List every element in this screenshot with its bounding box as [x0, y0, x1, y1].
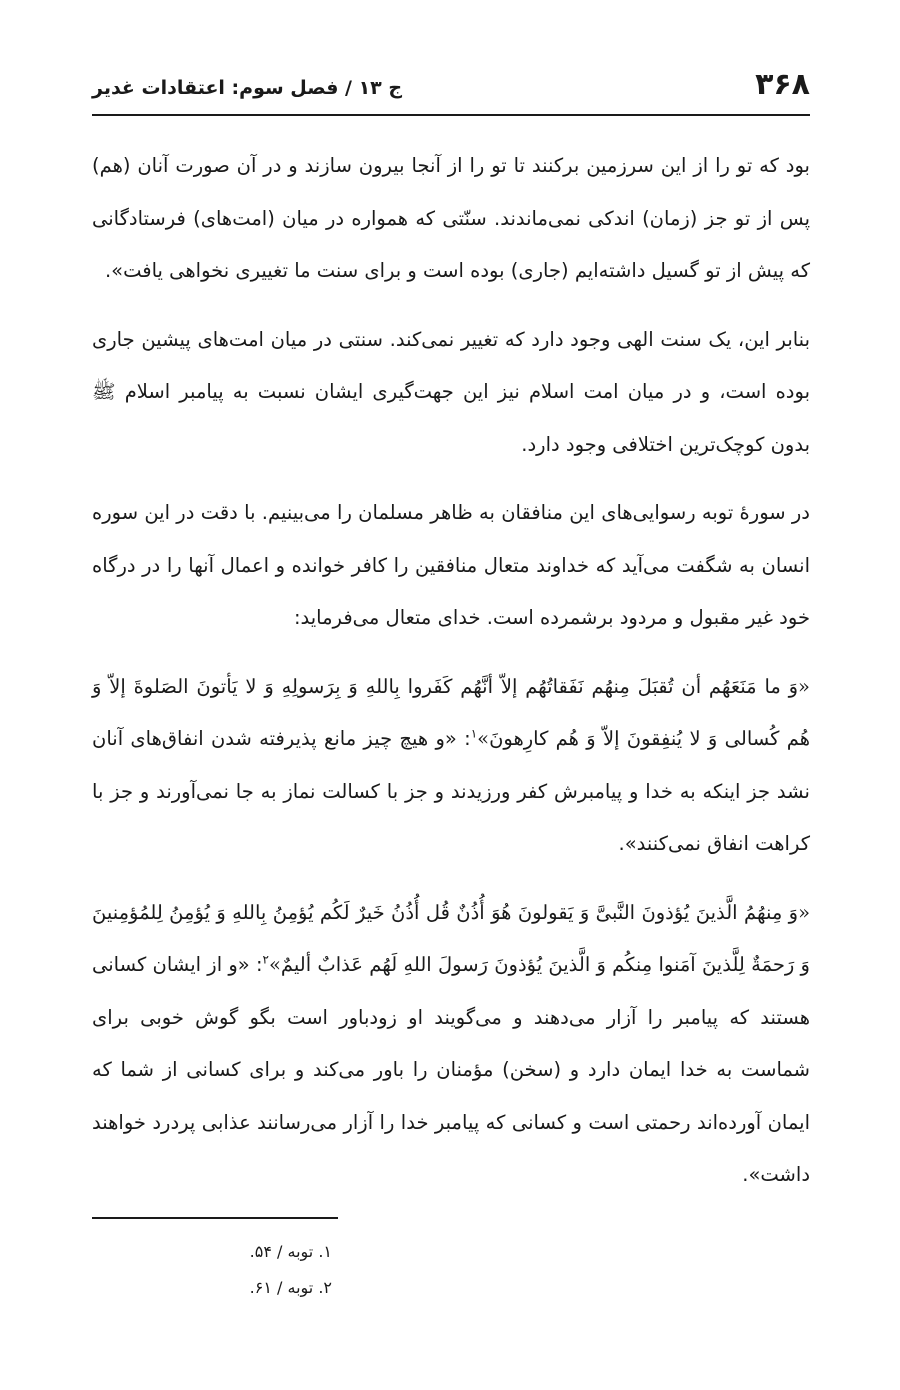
verse-translation-1: : «و هیچ چیز مانع پذیرفته شدن انفاق‌های آنان نشد جز اینکه به خدا و پیامبرش کفر ورزیدند و جز با کسالت نماز به جا نمی‌آورند و جز با کراهت انفاق نمی‌کنند». [92, 727, 810, 855]
quran-verse-2: «وَ مِنهُمُ الَّذینَ یُؤذونَ النَّبیَّ وَ یَقولونَ هُوَ أُذُنٌ قُل أُذُنُ خَیرٌ لَکُم یُؤمِنُ بِاللهِ وَ یُؤمِنُ لِلمُؤمِنینَ وَ رَحمَةٌ لِلَّذینَ آمَنوا مِنکُم وَ الَّذینَ یُؤذونَ رَسولَ اللهِ لَهُم عَذابٌ ألیمٌ» [92, 900, 810, 976]
book-page [92, 0, 810, 1390]
paragraph-3: در سورهٔ توبه رسوایی‌های این منافقان به ظاهر مسلمان را می‌بینیم. با دقت در این سوره انسان به شگفت می‌آید که خداوند متعال منافقین را کافر خوانده و اعمال آنها را در درگاه خود غیر مقبول و مردود برشمرده است. خدای متعال می‌فرماید: [92, 501, 810, 629]
footnote-rule [92, 1217, 338, 1219]
header-rule [92, 114, 810, 116]
footnotes [92, 1234, 338, 1306]
page-header [92, 66, 810, 108]
footnote-mark-1: ۱ [470, 726, 478, 741]
quran-verse-1: «وَ ما مَنَعَهُم أن تُقبَلَ مِنهُم نَفَقاتُهُم إلاّ أنَّهُم کَفَروا بِاللهِ وَ بِرَسولِهِ وَ لا یَأتونَ الصَلوةَ إلاّ وَ هُم کُسالی وَ لا یُنفِقونَ إلاّ وَ هُم کارِهونَ» [92, 674, 810, 750]
running-head: ج ۱۳ / فصل سوم: اعتقادات غدیر [92, 77, 403, 99]
footnote-1: ۱. توبه / ۵۴. [249, 1242, 332, 1261]
quote-paragraph-1 [92, 661, 810, 871]
paragraph-2: بنابر این، یک سنت الهی وجود دارد که تغییر نمی‌کند. سنتی در میان امت‌های پیشین جاری بوده است، و در میان امت اسلام نیز این جهت‌گیری ایشان نسبت به پیامبر اسلام ﷺ بدون کوچک‌ترین اختلافی وجود دارد. [92, 327, 810, 456]
footnote-mark-2: ۲ [262, 952, 269, 967]
verse-translation-2: : «و از ایشان کسانی هستند که پیامبر را آزار می‌دهند و می‌گویند او زودباور است بگو گوش خوبی برای شماست به خدا ایمان دارد و (سخن) مؤمنان را باور می‌کند و برای کسانی از شما که ایمان آورده‌اند رحمتی است و کسانی که پیامبر خدا را آزار می‌رسانند عذابی پردرد خواهند داشت». [92, 953, 810, 1186]
body-text [92, 140, 810, 1215]
page-number: ۳۶۸ [755, 67, 810, 102]
quote-paragraph-2 [92, 887, 810, 1202]
footnote-2: ۲. توبه / ۶۱. [249, 1278, 332, 1297]
paragraph-1: بود که تو را از این سرزمین برکنند تا تو را از آنجا بیرون سازند و در آن صورت آنان (هم) پس از تو جز (زمان) اندکی نمی‌ماندند. سنّتی که همواره در میان (امت‌های) فرستادگانی که پیش از تو گسیل داشته‌ایم (جاری) بوده است و برای سنت ما تغییری نخواهی یافت». [92, 154, 810, 282]
